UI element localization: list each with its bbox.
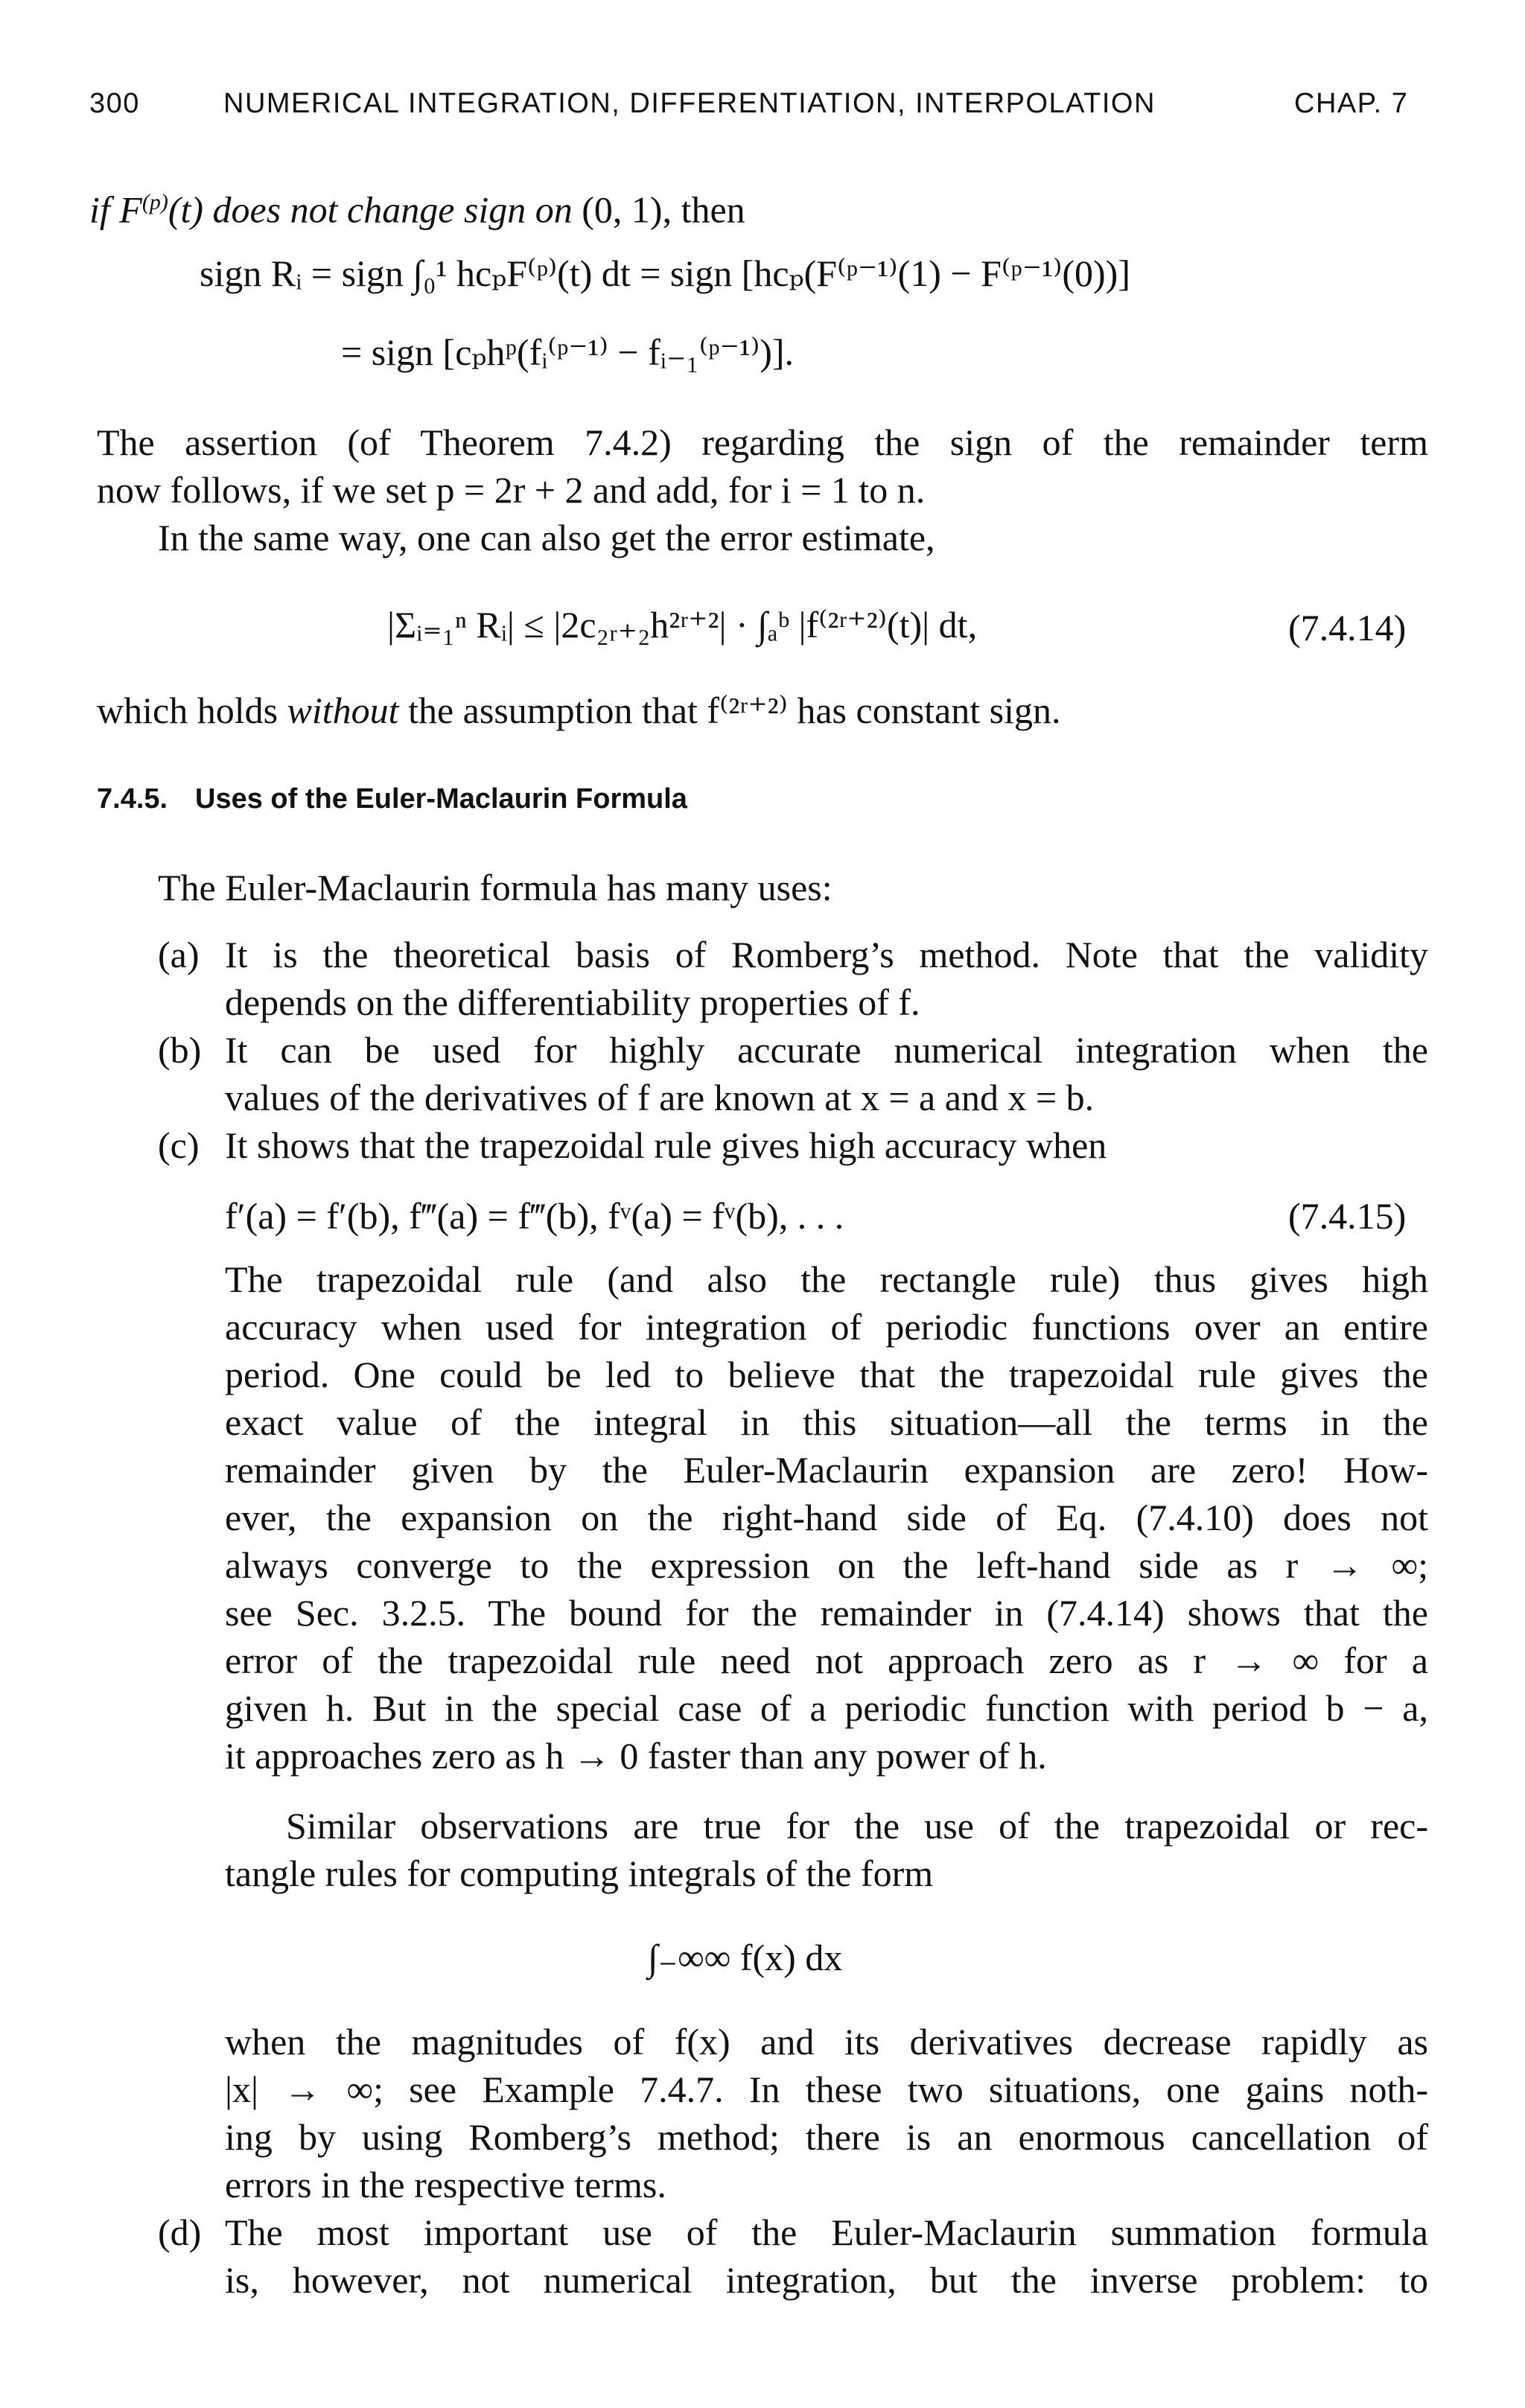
- section-title: Uses of the Euler-Maclaurin Formula: [195, 783, 687, 815]
- item-b-line1: It can be used for highly accurate numerical integration when the: [225, 1029, 1428, 1071]
- item-a-line1: It is the theoretical basis of Romberg’s method. Note that the validity: [225, 934, 1428, 975]
- same-way-line: In the same way, one can also get the error estimate,: [158, 517, 935, 558]
- item-c-para-line6: ever, the expansion on the right-hand side of Eq. (7.4.10) does not: [225, 1497, 1428, 1538]
- item-c-para-line3: period. One could be led to believe that the trapezoidal rule gives the: [225, 1354, 1428, 1395]
- intro-line: [89, 179, 745, 234]
- intro-italic-rest: (t) does not change sign on: [168, 188, 573, 231]
- without-pre: which holds: [97, 689, 287, 731]
- magnitudes-line4: errors in the respective terms.: [225, 2164, 666, 2205]
- intro-tail: (0, 1), then: [582, 188, 745, 231]
- item-c-para-line1: The trapezoidal rule (and also the rectangle rule) thus gives high: [225, 1258, 1428, 1300]
- uses-lead: The Euler-Maclaurin formula has many uses:: [158, 867, 832, 908]
- running-title: NUMERICAL INTEGRATION, DIFFERENTIATION, INTERPOLATION: [223, 88, 1156, 119]
- item-b-line2: values of the derivatives of f are known at x = a and x = b.: [225, 1077, 1095, 1118]
- magnitudes-line1: when the magnitudes of f(x) and its derivatives decrease rapidly as: [225, 2021, 1428, 2063]
- infinite-integral: ∫₋∞∞ f(x) dx: [648, 1937, 843, 1978]
- magnitudes-line3: ing by using Romberg’s method; there is an enormous cancellation of: [225, 2116, 1428, 2158]
- magnitudes-line2: |x| → ∞; see Example 7.4.7. In these two situations, one gains noth-: [225, 2068, 1428, 2110]
- item-a-line2: depends on the differentiability properties of f.: [225, 981, 920, 1023]
- item-a-label: (a): [158, 934, 200, 975]
- sign-equation-line2: = sign [cₚhᵖ(fᵢ⁽ᵖ⁻¹⁾ − fᵢ₋₁⁽ᵖ⁻¹⁾)].: [341, 331, 795, 373]
- without-line: [97, 687, 1061, 734]
- item-c-label: (c): [158, 1124, 200, 1166]
- item-c-para-line11: it approaches zero as h → 0 faster than any power of h.: [225, 1735, 1047, 1777]
- intro-sup: (p): [141, 190, 168, 214]
- item-d-line2: is, however, not numerical integration, but the inverse problem: to: [225, 2259, 1428, 2301]
- item-d-label: (d): [158, 2211, 202, 2253]
- item-c-para-line7: always converge to the expression on the left-hand side as r → ∞;: [225, 1544, 1428, 1586]
- without-post: the assumption that f⁽²ʳ⁺²⁾ has constant sign.: [398, 689, 1061, 731]
- item-c-para-line10: given h. But in the special case of a periodic function with period b − a,: [225, 1687, 1428, 1729]
- derivatives-equation: f′(a) = f′(b), f‴(a) = f‴(b), fᵛ(a) = fᵛ(b), . . .: [225, 1195, 844, 1237]
- without-italic: without: [287, 689, 399, 731]
- sign-equation-line1: sign Rᵢ = sign ∫₀¹ hcₚF⁽ᵖ⁾(t) dt = sign [hcₚ(F⁽ᵖ⁻¹⁾(1) − F⁽ᵖ⁻¹⁾(0))]: [200, 252, 1130, 294]
- equation-number-7-4-15: (7.4.15): [1288, 1195, 1407, 1237]
- item-c-para-line5: remainder given by the Euler-Maclaurin expansion are zero! How-: [225, 1449, 1428, 1491]
- item-c-para-line8: see Sec. 3.2.5. The bound for the remainder in (7.4.14) shows that the: [225, 1592, 1428, 1634]
- item-c-para-line2: accuracy when used for integration of periodic functions over an entire: [225, 1306, 1428, 1348]
- chapter-label: CHAP. 7: [1294, 88, 1409, 119]
- assertion-line1: The assertion (of Theorem 7.4.2) regarding the sign of the remainder term: [97, 421, 1428, 463]
- section-number: 7.4.5.: [97, 783, 168, 815]
- equation-number-7-4-14: (7.4.14): [1288, 607, 1407, 649]
- page-number: 300: [89, 88, 140, 119]
- item-d-line1: The most important use of the Euler-Maclaurin summation formula: [225, 2211, 1428, 2253]
- similar-line1: Similar observations are true for the use of the trapezoidal or rec-: [286, 1805, 1428, 1847]
- error-estimate-equation: |Σᵢ₌₁ⁿ Rᵢ| ≤ |2c₂ᵣ₊₂h²ʳ⁺²| · ∫ₐᵇ |f⁽²ʳ⁺²⁾(t)| dt,: [387, 604, 978, 646]
- similar-line2: tangle rules for computing integrals of the form: [225, 1853, 934, 1894]
- item-c-line1: It shows that the trapezoidal rule gives high accuracy when: [225, 1124, 1107, 1166]
- item-c-para-line9: error of the trapezoidal rule need not approach zero as r → ∞ for a: [225, 1640, 1428, 1681]
- item-b-label: (b): [158, 1029, 202, 1071]
- assertion-line2: now follows, if we set p = 2r + 2 and add, for i = 1 to n.: [97, 469, 926, 511]
- item-c-para-line4: exact value of the integral in this situation—all the terms in the: [225, 1401, 1428, 1443]
- intro-italic-prefix: if F: [89, 188, 142, 231]
